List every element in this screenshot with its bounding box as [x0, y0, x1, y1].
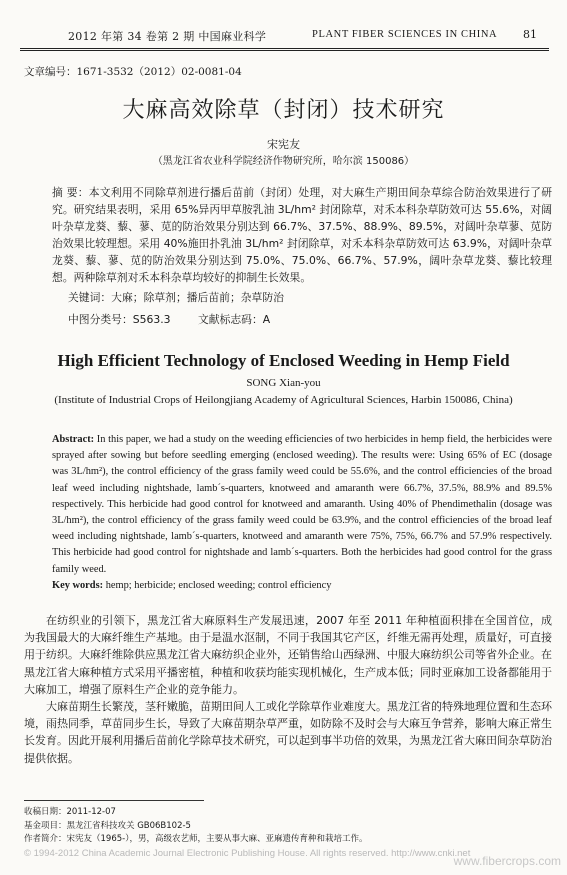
document-code: 文献标志码：A: [197, 313, 271, 326]
footnote-funding: 基金项目：黑龙江省科技攻关 GB06B102-5: [24, 820, 191, 831]
author-english: SONG Xian-you: [246, 377, 321, 389]
abstract-english-text: In this paper, we had a study on the weeding efficiencies of two herbicides in hemp field, the herbicides were sprayed after sowing but before seedling emerging (enclosed weeding). The results were: Using 65% of EC (dosage was 3L/hm²), the control efficiency of the grass family weed could be 55.6%, and the control efficiencies of the broad leaf weed including nightshade, lamb´s-quarters, knotweed and amaranth were 66.7%, 37.5%, 88.9% and 89.5% respectively. This herbicide had good control for knotweed and amaranth. Using 40% of Phendimethalin (dosage was 3L/hm²), the control efficiency of the grass family weed could be 63.9%, and the control efficiencies of the broad leaf weed including nightshade, lamb´s-quarters, knotweed and amaranth were 75%, 75%, 66.7% and 57.9% respectively. This herbicide had good control for nightshade and lamb´s-quarters. Both the herbicides had good control for the grass family weed.: [52, 434, 552, 575]
keywords-chinese: 关键词：大麻；除草剂；播后苗前；杂草防治: [68, 291, 284, 304]
watermark: www.fibercrops.com: [453, 854, 561, 868]
header-rule: [20, 48, 549, 49]
footnote-received: 收稿日期：2011-12-07: [24, 807, 116, 817]
footnotes: [24, 806, 554, 847]
footnote-author: 作者简介：宋宪友（1965-），男，高级农艺师，主要从事大麻、亚麻遗传育种和栽培工作。: [24, 834, 368, 844]
footnote-rule: [24, 800, 204, 801]
abstract-chinese: 摘 要：本文利用不同除草剂进行播后苗前（封闭）处理，对大麻生产期田间杂草综合防治效果进行了研究。研究结果表明，采用 65%异丙甲草胺乳油 3L/hm² 封闭除草，对禾本科杂草防效可达 55.6%，对阔叶杂草龙葵、藜、蓼、苋的防治效果分别达到 66.7%、37.5%、88.9%、89.5%，对阔叶杂草蓼、苋防治效果比较理想。采用 40%施田扑乳油 3L/hm² 封闭除草，对禾本科杂草防效可达 63.9%，对阔叶杂草龙葵、藜、蓼、苋的防治效果分别达到 75.0%、75.0%、66.7%、57.9%，阔叶杂草龙葵、藜比较理想。两种除草剂对禾本科杂草均较好的抑制生长效果。: [52, 186, 552, 284]
journal-english-name: PLANT FIBER SCIENCES IN CHINA: [312, 29, 498, 40]
copyright-notice: © 1994-2012 China Academic Journal Electronic Publishing House. All rights reserved. http://www.cnki.net: [24, 848, 471, 859]
keywords-label: Key words:: [52, 580, 104, 591]
running-header: [20, 28, 549, 48]
author-chinese: 宋宪友: [267, 138, 300, 151]
body-text: [24, 612, 552, 767]
title-chinese: 大麻高效除草（封闭）技术研究: [122, 98, 445, 123]
header-rule-double: [20, 50, 549, 51]
abstract-english: [52, 432, 552, 578]
body-paragraph: 在纺织业的引领下，黑龙江省大麻原料生产发展迅速，2007 年至 2011 年种植面积排在全国首位，成为我国最大的大麻纤维生产基地。由于是温水沤制，不同于我国其它产区，纤维无需再处理，质量好，可直接用于纺织。大麻纤维除供应黑龙江省大麻纺织企业外，还销售给山西绿洲、中服大麻纺织公司等省外企业。在黑龙江省大麻种植方式采用平播密植，种植和收获均能实现机械化，生产成本低；同时亚麻加工设备都能用于大麻加工，增强了原料生产企业的竞争能力。: [24, 614, 552, 696]
affiliation-english: (Institute of Industrial Crops of Heilongjiang Academy of Agricultural Sciences, Harbin 150086, China): [54, 394, 513, 406]
page-number: 81: [523, 28, 537, 41]
affiliation-chinese: （黑龙江省农业科学院经济作物研究所，哈尔滨 150086）: [152, 156, 415, 167]
keywords-english: [52, 580, 552, 591]
article-number: 文章编号：1671-3532（2012）02-0081-04: [24, 66, 242, 78]
body-paragraph: 大麻苗期生长繁茂，茎秆嫩脆，苗期田间人工或化学除草作业难度大。黑龙江省的特殊地理位置和生态环境，雨热同季，草苗同步生长，导致了大麻苗期杂草严重，如防除不及时会与大麻互争营养，影响大麻正常生长发育。因此开展利用播后苗前化学除草技术研究，可以起到事半功倍的效果，为黑龙江省大麻田间杂草防治提供依据。: [24, 700, 552, 765]
abstract-label: Abstract:: [52, 434, 95, 445]
clc-number: 中图分类号：S563.3: [68, 313, 171, 326]
title-english: High Efficient Technology of Enclosed Weeding in Hemp Field: [57, 351, 510, 370]
journal-issue-label: 2012 年第 34 卷第 2 期 中国麻业科学: [68, 30, 267, 43]
classification-line: [68, 312, 294, 327]
keywords-english-text: hemp; herbicide; enclosed weeding; control efficiency: [103, 580, 332, 591]
